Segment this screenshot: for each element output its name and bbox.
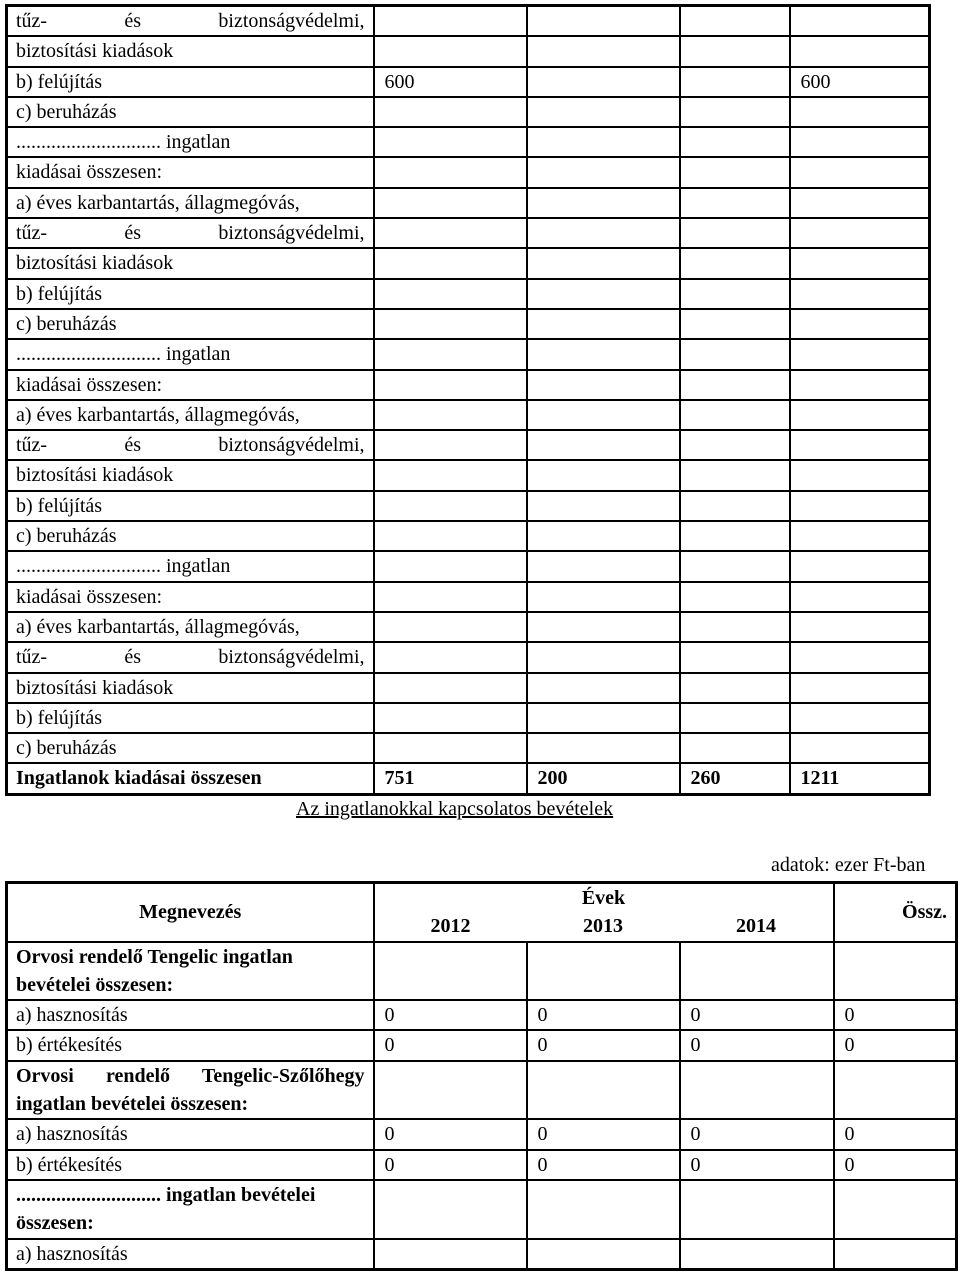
expense-value: [790, 612, 930, 642]
expense-row: [7, 582, 930, 612]
expense-value: [790, 339, 930, 369]
expense-value: [527, 673, 680, 703]
expense-row: [7, 460, 930, 490]
expense-label: biztosítási kiadások: [7, 673, 374, 703]
expense-value: [680, 188, 790, 218]
expense-value: [374, 370, 527, 400]
expense-value: [374, 6, 527, 37]
expense-value: [527, 157, 680, 187]
income-group-empty-cell: [680, 942, 834, 1001]
expense-value: [527, 400, 680, 430]
expense-value: [790, 97, 930, 127]
income-group-empty-cell: [680, 1180, 834, 1239]
income-group-title: Orvosi rendelő Tengelic-Szőlőhegy ingatlan bevételei összesen:: [7, 1061, 374, 1120]
income-value: 0: [680, 1000, 834, 1030]
unit-note: adatok: ezer Ft-ban: [771, 854, 926, 876]
expense-row: [7, 703, 930, 733]
expense-label: biztosítási kiadások: [7, 460, 374, 490]
income-group-empty-cell: [374, 942, 527, 1001]
expense-value: [374, 733, 527, 763]
expense-value: [374, 460, 527, 490]
expense-value: [680, 491, 790, 521]
expense-label: ............................. ingatlan: [7, 551, 374, 581]
expense-row: [7, 400, 930, 430]
expense-value: [680, 279, 790, 309]
income-group-row: [7, 1180, 957, 1239]
income-row: [7, 1000, 957, 1030]
income-value: [680, 1239, 834, 1270]
expense-total-row: [7, 763, 930, 794]
expense-value: [680, 642, 790, 672]
income-value: [374, 1239, 527, 1270]
expense-row: [7, 67, 930, 97]
expense-value: [790, 521, 930, 551]
expense-value: [680, 673, 790, 703]
expense-value: [374, 673, 527, 703]
income-group-empty-cell: [527, 1061, 680, 1120]
expense-label: b) felújítás: [7, 703, 374, 733]
expense-label: b) felújítás: [7, 67, 374, 97]
income-value: [834, 1239, 957, 1270]
expense-label: tűz- és biztonságvédelmi,: [7, 6, 374, 37]
expense-label: c) beruházás: [7, 733, 374, 763]
expense-total-label: Ingatlanok kiadásai összesen: [7, 763, 374, 794]
expense-value: [790, 642, 930, 672]
expense-value: [527, 248, 680, 278]
expense-value: [374, 642, 527, 672]
income-value: 0: [374, 1000, 527, 1030]
income-group-empty-cell: [374, 1180, 527, 1239]
expense-value: [527, 127, 680, 157]
expense-row: [7, 309, 930, 339]
expense-value: [527, 642, 680, 672]
expense-label: tűz- és biztonságvédelmi,: [7, 430, 374, 460]
expense-row: [7, 612, 930, 642]
header-year: 2013: [527, 912, 680, 941]
income-table: [5, 881, 958, 1271]
expense-label: a) éves karbantartás, állagmegóvás,: [7, 400, 374, 430]
expense-value: [374, 491, 527, 521]
expense-label: a) éves karbantartás, állagmegóvás,: [7, 612, 374, 642]
expense-value: [680, 248, 790, 278]
expense-value: [527, 430, 680, 460]
expense-value: [527, 279, 680, 309]
expense-row: [7, 188, 930, 218]
expense-value: [680, 339, 790, 369]
expense-value: [790, 703, 930, 733]
expense-value: [680, 36, 790, 66]
expense-value: [790, 551, 930, 581]
header-name-col: Megnevezés: [7, 883, 374, 942]
income-row: [7, 1119, 957, 1149]
income-group-row: [7, 942, 957, 1001]
income-group-empty-cell: [680, 1061, 834, 1120]
header-total-col: Össz.: [834, 883, 957, 942]
expense-value: [680, 218, 790, 248]
expense-value: [527, 733, 680, 763]
income-value: 0: [527, 1119, 680, 1149]
income-value: [527, 1239, 680, 1270]
expense-value: [527, 521, 680, 551]
expense-value: [527, 551, 680, 581]
expense-value: 600: [790, 67, 930, 97]
expense-label: biztosítási kiadások: [7, 248, 374, 278]
expense-label: b) felújítás: [7, 279, 374, 309]
income-value: 0: [680, 1030, 834, 1060]
expense-value: [527, 460, 680, 490]
expense-value: [790, 6, 930, 37]
expense-value: [680, 430, 790, 460]
income-row: [7, 1150, 957, 1180]
income-label: b) értékesítés: [7, 1030, 374, 1060]
expense-value: [680, 612, 790, 642]
expense-value: [374, 703, 527, 733]
expense-row: [7, 673, 930, 703]
expense-row: [7, 127, 930, 157]
expense-value: [680, 157, 790, 187]
expense-row: [7, 218, 930, 248]
expense-value: [790, 279, 930, 309]
income-value: 0: [374, 1030, 527, 1060]
expense-value: [527, 491, 680, 521]
expense-total-value: 260: [680, 763, 790, 794]
expense-value: [374, 218, 527, 248]
expense-value: [374, 430, 527, 460]
expense-value: 600: [374, 67, 527, 97]
expense-value: [527, 612, 680, 642]
expense-value: [790, 127, 930, 157]
income-group-empty-cell: [834, 942, 957, 1001]
expense-row: [7, 97, 930, 127]
expense-value: [680, 400, 790, 430]
expense-label: ............................. ingatlan: [7, 127, 374, 157]
expense-value: [527, 309, 680, 339]
expense-value: [374, 521, 527, 551]
income-value: 0: [374, 1119, 527, 1149]
expense-value: [374, 551, 527, 581]
income-value: 0: [834, 1030, 957, 1060]
expense-value: [790, 188, 930, 218]
income-group-empty-cell: [834, 1180, 957, 1239]
expense-row: [7, 248, 930, 278]
expense-value: [790, 430, 930, 460]
income-group-title: Orvosi rendelő Tengelic ingatlan bevételei összesen:: [7, 942, 374, 1001]
expense-value: [680, 733, 790, 763]
expense-row: [7, 36, 930, 66]
expense-value: [790, 733, 930, 763]
expense-row: [7, 642, 930, 672]
expense-value: [790, 370, 930, 400]
expense-value: [527, 582, 680, 612]
income-header-row: [7, 883, 957, 913]
expense-label: biztosítási kiadások: [7, 36, 374, 66]
header-year: 2014: [680, 912, 834, 941]
expense-value: [374, 97, 527, 127]
expense-value: [374, 400, 527, 430]
income-label: a) hasznosítás: [7, 1119, 374, 1149]
expense-row: [7, 551, 930, 581]
expense-label: c) beruházás: [7, 309, 374, 339]
expense-row: [7, 339, 930, 369]
expense-value: [374, 582, 527, 612]
expense-value: [527, 218, 680, 248]
expense-value: [374, 157, 527, 187]
expense-value: [527, 36, 680, 66]
income-group-title: ............................. ingatlan bevételei összesen:: [7, 1180, 374, 1239]
expense-label: kiadásai összesen:: [7, 582, 374, 612]
expense-value: [527, 703, 680, 733]
expense-value: [790, 157, 930, 187]
header-year: 2012: [374, 912, 527, 941]
expense-value: [680, 460, 790, 490]
expense-value: [374, 339, 527, 369]
expense-row: [7, 733, 930, 763]
expense-value: [374, 36, 527, 66]
expense-value: [680, 370, 790, 400]
expense-value: [790, 491, 930, 521]
expenses-table: [5, 4, 931, 796]
expense-value: [680, 97, 790, 127]
income-section-title: Az ingatlanokkal kapcsolatos bevételek: [296, 798, 614, 820]
income-group-empty-cell: [374, 1061, 527, 1120]
expense-row: [7, 430, 930, 460]
income-value: 0: [527, 1000, 680, 1030]
expense-value: [790, 400, 930, 430]
expense-value: [374, 127, 527, 157]
expense-label: kiadásai összesen:: [7, 157, 374, 187]
income-group-row: [7, 1061, 957, 1120]
expense-value: [790, 248, 930, 278]
expense-value: [527, 370, 680, 400]
expense-value: [790, 582, 930, 612]
income-group-empty-cell: [527, 942, 680, 1001]
expense-row: [7, 521, 930, 551]
expense-value: [680, 521, 790, 551]
expense-total-value: 200: [527, 763, 680, 794]
expense-value: [680, 127, 790, 157]
expense-label: tűz- és biztonságvédelmi,: [7, 642, 374, 672]
expense-value: [527, 67, 680, 97]
expense-value: [374, 612, 527, 642]
expense-value: [790, 673, 930, 703]
expense-value: [680, 6, 790, 37]
income-value: 0: [374, 1150, 527, 1180]
income-value: 0: [680, 1119, 834, 1149]
expense-value: [790, 36, 930, 66]
expense-value: [374, 188, 527, 218]
expense-value: [790, 218, 930, 248]
income-group-empty-cell: [527, 1180, 680, 1239]
expense-value: [527, 6, 680, 37]
expense-value: [527, 339, 680, 369]
income-value: 0: [834, 1150, 957, 1180]
income-value: 0: [834, 1000, 957, 1030]
income-label: a) hasznosítás: [7, 1000, 374, 1030]
income-row: [7, 1239, 957, 1270]
expense-value: [374, 279, 527, 309]
income-group-empty-cell: [834, 1061, 957, 1120]
expense-value: [680, 551, 790, 581]
expense-value: [680, 309, 790, 339]
income-row: [7, 1030, 957, 1060]
expense-label: a) éves karbantartás, állagmegóvás,: [7, 188, 374, 218]
expense-label: kiadásai összesen:: [7, 370, 374, 400]
expense-row: [7, 157, 930, 187]
expense-label: c) beruházás: [7, 521, 374, 551]
expense-value: [680, 67, 790, 97]
expense-row: [7, 6, 930, 37]
income-value: 0: [527, 1150, 680, 1180]
expense-label: tűz- és biztonságvédelmi,: [7, 218, 374, 248]
income-value: 0: [527, 1030, 680, 1060]
expense-value: [680, 582, 790, 612]
expense-value: [527, 97, 680, 127]
expense-total-value: 751: [374, 763, 527, 794]
header-years-label: Évek: [374, 883, 834, 913]
expense-value: [790, 460, 930, 490]
expense-value: [680, 703, 790, 733]
income-label: a) hasznosítás: [7, 1239, 374, 1270]
expense-value: [790, 309, 930, 339]
expense-row: [7, 491, 930, 521]
expense-value: [527, 188, 680, 218]
income-value: 0: [680, 1150, 834, 1180]
expense-label: c) beruházás: [7, 97, 374, 127]
expense-row: [7, 370, 930, 400]
expense-label: b) felújítás: [7, 491, 374, 521]
income-value: 0: [834, 1119, 957, 1149]
expense-value: [374, 248, 527, 278]
expense-row: [7, 279, 930, 309]
expense-value: [374, 309, 527, 339]
expense-total-value: 1211: [790, 763, 930, 794]
expense-label: ............................. ingatlan: [7, 339, 374, 369]
income-label: b) értékesítés: [7, 1150, 374, 1180]
